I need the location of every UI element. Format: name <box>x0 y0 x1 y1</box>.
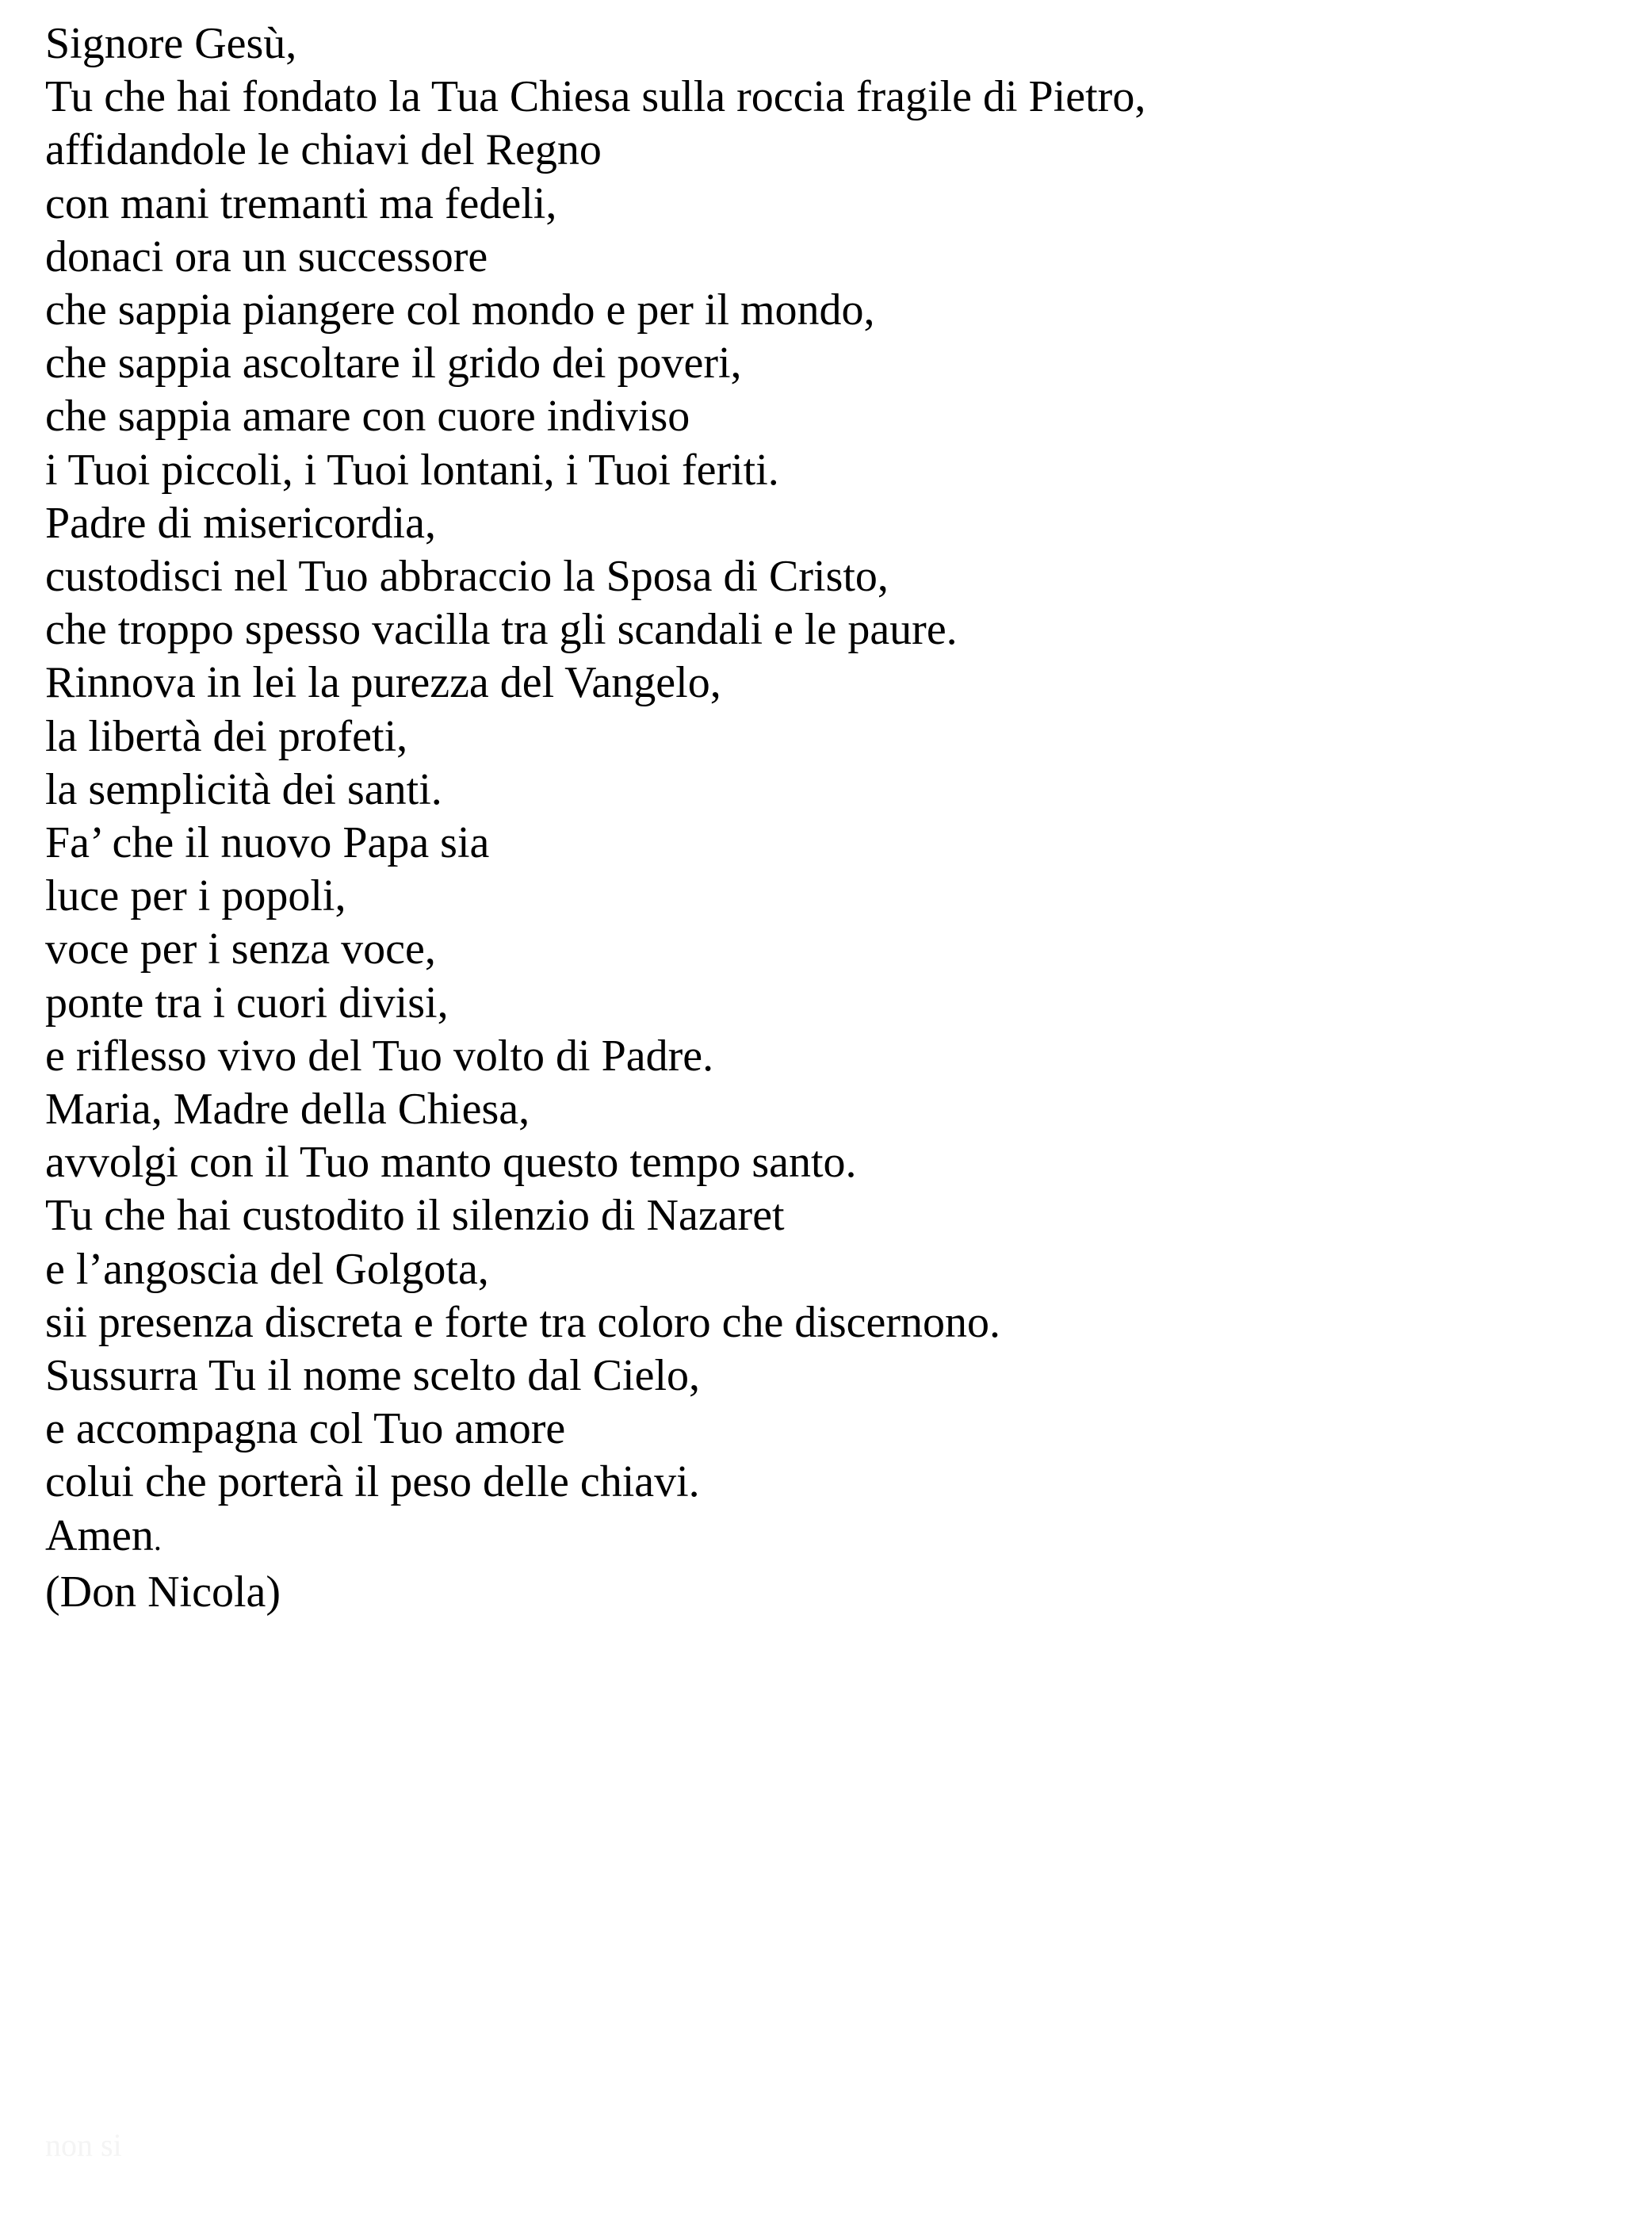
prayer-line: e accompagna col Tuo amore <box>45 1404 566 1454</box>
prayer-line: Sussurra Tu il nome scelto dal Cielo, <box>45 1351 700 1401</box>
prayer-line: la libertà dei profeti, <box>45 711 408 761</box>
prayer-line: i Tuoi piccoli, i Tuoi lontani, i Tuoi feriti. <box>45 445 779 495</box>
prayer-line: voce per i senza voce, <box>45 924 436 974</box>
prayer-line: donaci ora un successore <box>45 232 488 281</box>
prayer-line: Rinnova in lei la purezza del Vangelo, <box>45 658 721 708</box>
prayer-line: luce per i popoli, <box>45 871 346 921</box>
prayer-line: affidandole le chiavi del Regno <box>45 125 602 175</box>
amen-dot: . <box>153 1521 162 1557</box>
prayer-line: Fa’ che il nuovo Papa sia <box>45 818 490 868</box>
prayer-line: Padre di misericordia, <box>45 498 436 548</box>
amen-word: Amen <box>45 1510 154 1560</box>
prayer-line: che sappia amare con cuore indiviso <box>45 392 690 442</box>
prayer-line: che sappia ascoltare il grido dei poveri, <box>45 339 742 388</box>
amen-line <box>45 1510 1145 1566</box>
prayer-line: Signore Gesù, <box>45 19 297 68</box>
prayer-line: sii presenza discreta e forte tra coloro che discernono. <box>45 1297 1001 1347</box>
signature: (Don Nicola) <box>45 1567 281 1617</box>
prayer-line: Tu che hai custodito il silenzio di Nazaret <box>45 1191 785 1241</box>
prayer-line: che sappia piangere col mondo e per il mondo, <box>45 285 875 335</box>
prayer-line: Tu che hai fondato la Tua Chiesa sulla roccia fragile di Pietro, <box>45 72 1146 122</box>
prayer-line: e riflesso vivo del Tuo volto di Padre. <box>45 1031 714 1081</box>
prayer-line: ponte tra i cuori divisi, <box>45 978 449 1028</box>
prayer-line: colui che porterà il peso delle chiavi. <box>45 1457 700 1507</box>
faint-watermark: non si <box>45 2127 122 2163</box>
prayer-line: e l’angoscia del Golgota, <box>45 1244 489 1294</box>
prayer-line: che troppo spesso vacilla tra gli scandali e le paure. <box>45 605 958 655</box>
prayer-text <box>45 17 1145 1619</box>
prayer-line: Maria, Madre della Chiesa, <box>45 1085 530 1135</box>
prayer-line: con mani tremanti ma fedeli, <box>45 178 557 228</box>
prayer-line: avvolgi con il Tuo manto questo tempo santo. <box>45 1138 857 1188</box>
prayer-line: la semplicità dei santi. <box>45 764 442 814</box>
prayer-line: custodisci nel Tuo abbraccio la Sposa di Cristo, <box>45 552 889 602</box>
